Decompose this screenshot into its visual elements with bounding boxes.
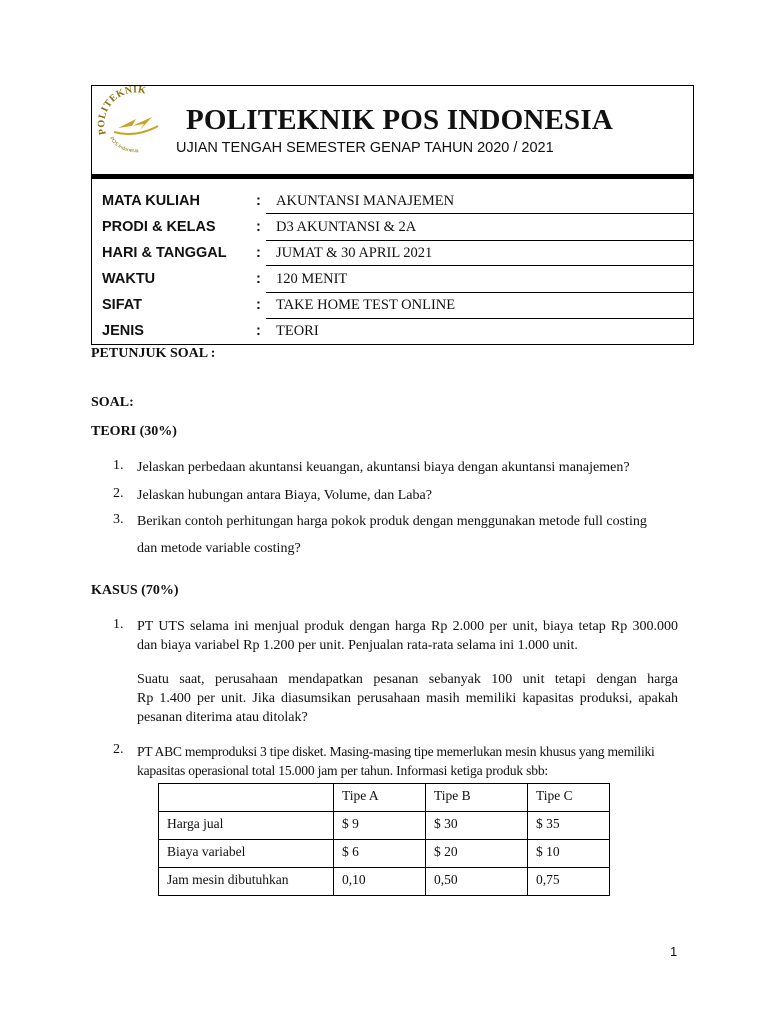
- teori-item-3-line2: dan metode variable costing?: [137, 541, 301, 556]
- header-divider: [91, 174, 694, 179]
- teori-item-number: 1.: [113, 458, 124, 473]
- table-cell: $ 9: [334, 812, 426, 840]
- info-colon: :: [256, 219, 261, 235]
- table-header-cell: Tipe A: [334, 784, 426, 812]
- info-value-prodi-kelas: D3 AKUNTANSI & 2A: [276, 219, 417, 235]
- table-cell: $ 6: [334, 840, 426, 868]
- table-cell: 0,10: [334, 868, 426, 896]
- kasus-1-line2: dan biaya variabel Rp 1.200 per unit. Penjualan rata-rata selama ini 1.000 unit.: [137, 638, 578, 653]
- teori-item-1: Jelaskan perbedaan akuntansi keuangan, akuntansi biaya dengan akuntansi manajemen?: [137, 460, 630, 475]
- table-row: [159, 840, 610, 868]
- product-info-table: [158, 783, 610, 896]
- teori-item-3-line1: Berikan contoh perhitungan harga pokok produk dengan menggunakan metode full costing: [137, 514, 647, 529]
- info-row-line: [266, 292, 694, 293]
- exam-title: UJIAN TENGAH SEMESTER GENAP TAHUN 2020 / 2021: [176, 140, 554, 156]
- kasus-2-line2: kapasitas operasional total 15.000 jam per tahun. Informasi ketiga produk sbb:: [137, 763, 548, 778]
- info-colon: :: [256, 271, 261, 287]
- kasus-2-line1: PT ABC memproduksi 3 tipe disket. Masing-masing tipe memerlukan mesin khusus yang memiliki: [137, 744, 655, 759]
- kasus-1-line1: PT UTS selama ini menjual produk dengan harga Rp 2.000 per unit, biaya tetap Rp 300.000: [137, 619, 678, 634]
- kasus-1-para2-line3: pesanan diterima atau ditolak?: [137, 710, 308, 725]
- soal-heading: SOAL:: [91, 395, 134, 410]
- teori-item-2: Jelaskan hubungan antara Biaya, Volume, dan Laba?: [137, 488, 432, 503]
- kasus-1-para2-line1: Suatu saat, perusahaan mendapatkan pesanan sebanyak 100 unit tetapi dengan harga: [137, 672, 678, 687]
- info-colon: :: [256, 297, 261, 313]
- info-row-line: [266, 318, 694, 319]
- table-cell: $ 10: [528, 840, 610, 868]
- page-number: 1: [670, 944, 678, 959]
- info-colon: :: [256, 245, 261, 261]
- teori-item-number: 2.: [113, 486, 124, 501]
- table-cell: Harga jual: [159, 812, 334, 840]
- kasus-item-number: 1.: [113, 617, 124, 632]
- svg-text:POS Indonesia: [108, 136, 139, 154]
- info-label-prodi-kelas: PRODI & KELAS: [102, 219, 216, 235]
- info-row-line: [266, 265, 694, 266]
- info-label-waktu: WAKTU: [102, 271, 156, 287]
- info-label-mata-kuliah: MATA KULIAH: [102, 193, 200, 209]
- svg-text:POLITEKNIK: [96, 86, 147, 136]
- kasus-item-number: 2.: [113, 742, 124, 757]
- table-row: [159, 812, 610, 840]
- teori-heading: TEORI (30%): [91, 424, 177, 439]
- kasus-1-para2-line2: Rp 1.400 per unit. Jika diasumsikan perusahaan masih memiliki kapasitas produksi, apakah: [137, 691, 678, 706]
- table-header-cell: [159, 784, 334, 812]
- info-colon: :: [256, 193, 261, 209]
- table-header-cell: Tipe C: [528, 784, 610, 812]
- info-row-line: [266, 240, 694, 241]
- table-cell: 0,75: [528, 868, 610, 896]
- petunjuk-heading: PETUNJUK SOAL :: [91, 346, 216, 361]
- table-cell: 0,50: [426, 868, 528, 896]
- info-value-sifat: TAKE HOME TEST ONLINE: [276, 297, 456, 313]
- logo-text-bottom: POS Indonesia: [108, 135, 139, 155]
- info-row-line: [266, 213, 694, 214]
- table-header-row: [159, 784, 610, 812]
- table-cell: Biaya variabel: [159, 840, 334, 868]
- info-colon: :: [256, 323, 261, 339]
- info-value-waktu: 120 MENIT: [276, 271, 348, 287]
- kasus-heading: KASUS (70%): [91, 583, 179, 598]
- logo-text-top: POLITEKNIK: [96, 86, 148, 136]
- table-cell: Jam mesin dibutuhkan: [159, 868, 334, 896]
- institution-name: POLITEKNIK POS INDONESIA: [186, 104, 613, 136]
- teori-item-number: 3.: [113, 512, 124, 527]
- table-cell: $ 35: [528, 812, 610, 840]
- politeknik-pos-logo: [96, 86, 176, 156]
- info-label-sifat: SIFAT: [102, 297, 143, 313]
- table-header-cell: Tipe B: [426, 784, 528, 812]
- info-value-jenis: TEORI: [276, 323, 319, 339]
- info-value-hari-tanggal: JUMAT & 30 APRIL 2021: [276, 245, 433, 261]
- table-cell: $ 20: [426, 840, 528, 868]
- table-cell: $ 30: [426, 812, 528, 840]
- table-row: [159, 868, 610, 896]
- info-value-mata-kuliah: AKUNTANSI MANAJEMEN: [276, 193, 455, 209]
- info-label-hari-tanggal: HARI & TANGGAL: [102, 245, 227, 261]
- info-label-jenis: JENIS: [102, 323, 144, 339]
